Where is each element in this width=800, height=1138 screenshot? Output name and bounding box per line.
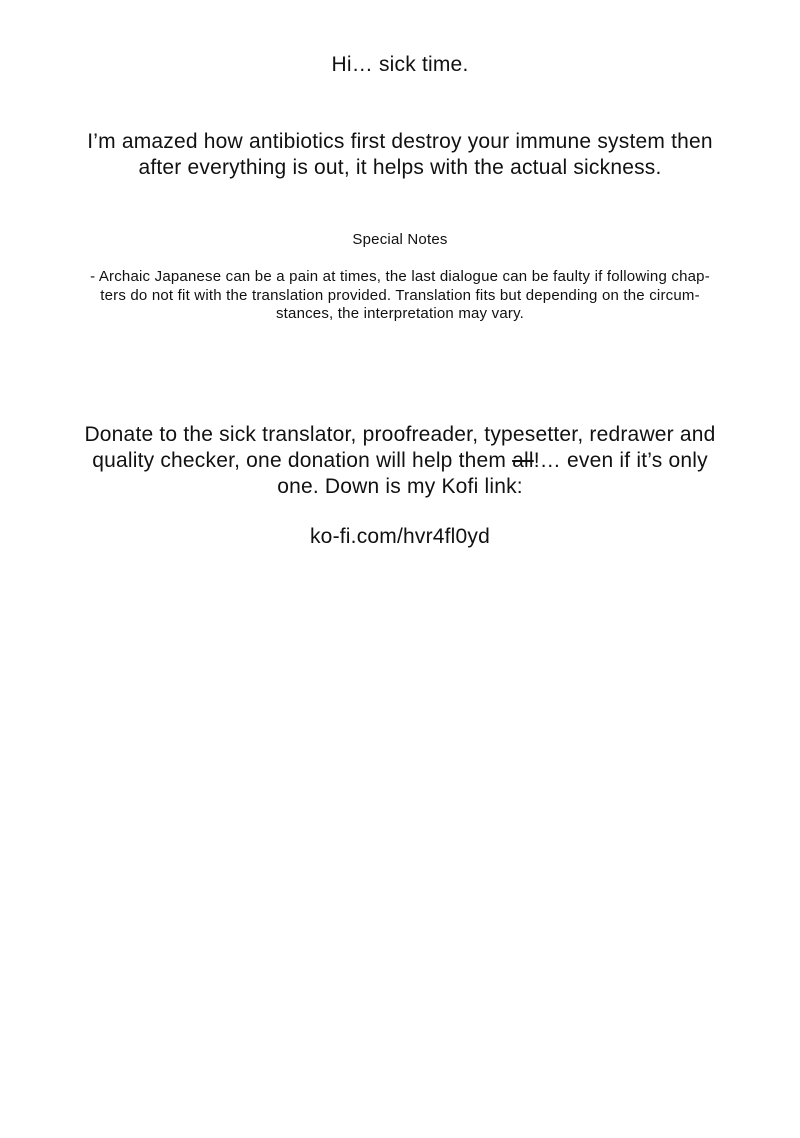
donation-line-2 [0, 449, 800, 473]
antibiotics-note-line-1: I’m amazed how antibiotics first destroy your immune system then [87, 130, 713, 153]
donation-line-2-end: !… even if it’s only [533, 449, 708, 472]
donation-line-3: one. Down is my Kofi link: [277, 475, 523, 498]
special-notes-line-3: stances, the interpretation may vary. [275, 305, 525, 322]
donation-line-1: Donate to the sick translator, proofreader, typesetter, redrawer and [84, 423, 716, 446]
special-notes-heading: Special Notes [352, 231, 448, 248]
special-notes-line-1: - Archaic Japanese can be a pain at times, the last dialogue can be faulty if following chap- [90, 268, 710, 285]
donation-line-2-start: quality checker, one donation will help them [92, 449, 513, 472]
greeting-text: Hi… sick time. [331, 53, 469, 76]
special-notes-line-2: ters do not fit with the translation provided. Translation fits but depending on the circum- [100, 287, 700, 304]
struck-word: all [512, 449, 534, 472]
antibiotics-note-line-2: after everything is out, it helps with the actual sickness. [138, 156, 662, 179]
kofi-link[interactable]: ko-fi.com/hvr4fl0yd [309, 525, 491, 548]
